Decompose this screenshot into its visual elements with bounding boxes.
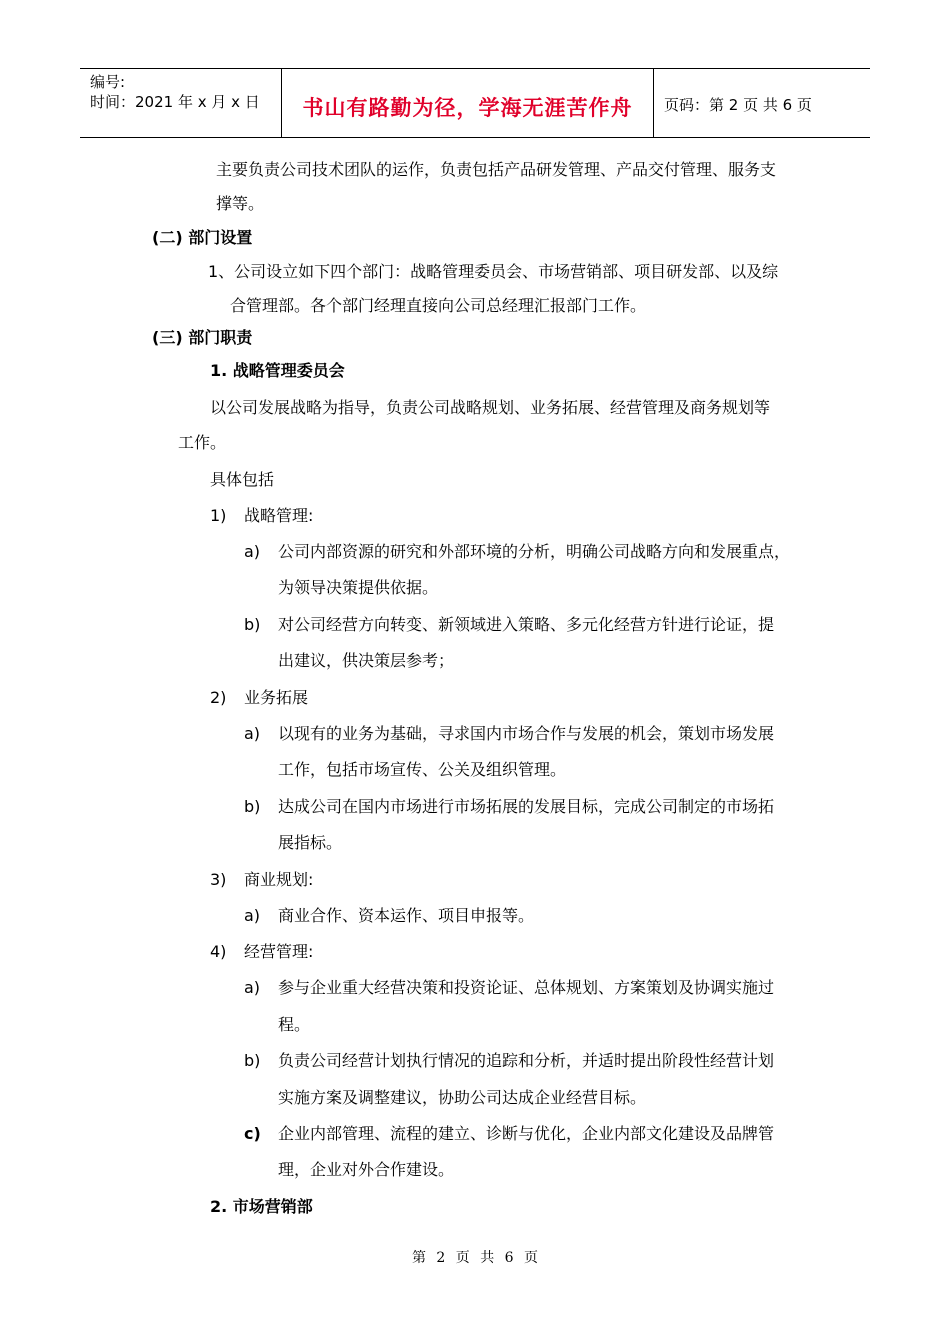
section-heading-dept-duties: (三) 部门职责 <box>152 328 253 347</box>
header-page-cell <box>654 69 870 137</box>
dept1-heading: 1. 战略管理委员会 <box>210 361 345 380</box>
section-heading-dept-setup: (二) 部门设置 <box>152 228 253 247</box>
document-number-label: 编号: <box>90 73 126 91</box>
item4-c-line-1: 企业内部管理、流程的建立、诊断与优化，企业内部文化建设及品牌管 <box>278 1124 775 1143</box>
item4-a-marker: a) <box>244 978 261 997</box>
intro-line-1: 主要负责公司技术团队的运作，负责包括产品研发管理、产品交付管理、服务支 <box>216 160 777 179</box>
item3-number: 3) <box>210 870 227 889</box>
item2-number: 2) <box>210 688 227 707</box>
item1-b-line-2: 出建议，供决策层参考； <box>278 651 455 670</box>
item4-a-line-2: 程。 <box>278 1015 311 1034</box>
item4-c-line-2: 理，企业对外合作建设。 <box>278 1160 455 1179</box>
header-motto: 书山有路勤为径，学海无涯苦作舟 <box>302 96 633 120</box>
page-header <box>80 68 870 138</box>
item1-a-line-1: 公司内部资源的研究和外部环境的分析，明确公司战略方向和发展重点， <box>278 542 791 561</box>
item1-a-line-2: 为领导决策提供依据。 <box>278 578 439 597</box>
item2-b-line-1: 达成公司在国内市场进行市场拓展的发展目标，完成公司制定的市场拓 <box>278 797 775 816</box>
item4-title: 经营管理: <box>244 942 314 961</box>
header-page-code: 页码：第 2 页 共 6 页 <box>664 96 812 114</box>
item1-number: 1) <box>210 506 227 525</box>
dept1-desc-line-2: 工作。 <box>178 433 227 452</box>
item1-b-marker: b) <box>244 615 261 634</box>
item4-b-line-2: 实施方案及调整建议，协助公司达成企业经营目标。 <box>278 1088 647 1107</box>
dept1-include-label: 具体包括 <box>210 470 275 489</box>
item3-title: 商业规划: <box>244 870 314 889</box>
item2-a-line-1: 以现有的业务为基础，寻求国内市场合作与发展的机会，策划市场发展 <box>278 724 775 743</box>
item1-b-line-1: 对公司经营方向转变、新领域进入策略、多元化经营方针进行论证，提 <box>278 615 775 634</box>
item4-number: 4) <box>210 942 227 961</box>
item4-b-marker: b) <box>244 1051 261 1070</box>
item1-title: 战略管理: <box>244 506 314 525</box>
intro-line-2: 撑等。 <box>216 194 265 213</box>
item2-a-line-2: 工作，包括市场宣传、公关及组织管理。 <box>278 760 567 779</box>
dept1-desc-line-1: 以公司发展战略为指导，负责公司战略规划、业务拓展、经营管理及商务规划等 <box>210 398 771 417</box>
item2-b-marker: b) <box>244 797 261 816</box>
item2-b-line-2: 展指标。 <box>278 833 343 852</box>
dept-setup-line-2: 合管理部。各个部门经理直接向公司总经理汇报部门工作。 <box>230 296 647 315</box>
item4-c-marker: c) <box>244 1124 261 1143</box>
item3-a-marker: a) <box>244 906 261 925</box>
item2-title: 业务拓展 <box>244 688 309 707</box>
document-time-label: 时间：2021 年 x 月 x 日 <box>90 93 260 111</box>
item2-a-marker: a) <box>244 724 261 743</box>
dept2-heading: 2. 市场营销部 <box>210 1197 313 1216</box>
header-motto-cell <box>282 69 654 137</box>
item4-a-line-1: 参与企业重大经营决策和投资论证、总体规划、方案策划及协调实施过 <box>278 978 775 997</box>
page-footer: 第 2 页 共 6 页 <box>411 1250 539 1266</box>
dept-setup-line-1: 1、公司设立如下四个部门：战略管理委员会、市场营销部、项目研发部、以及综 <box>208 262 779 281</box>
item3-a-line-1: 商业合作、资本运作、项目申报等。 <box>278 906 535 925</box>
item4-b-line-1: 负责公司经营计划执行情况的追踪和分析，并适时提出阶段性经营计划 <box>278 1051 775 1070</box>
item1-a-marker: a) <box>244 542 261 561</box>
header-meta-cell <box>80 69 282 137</box>
